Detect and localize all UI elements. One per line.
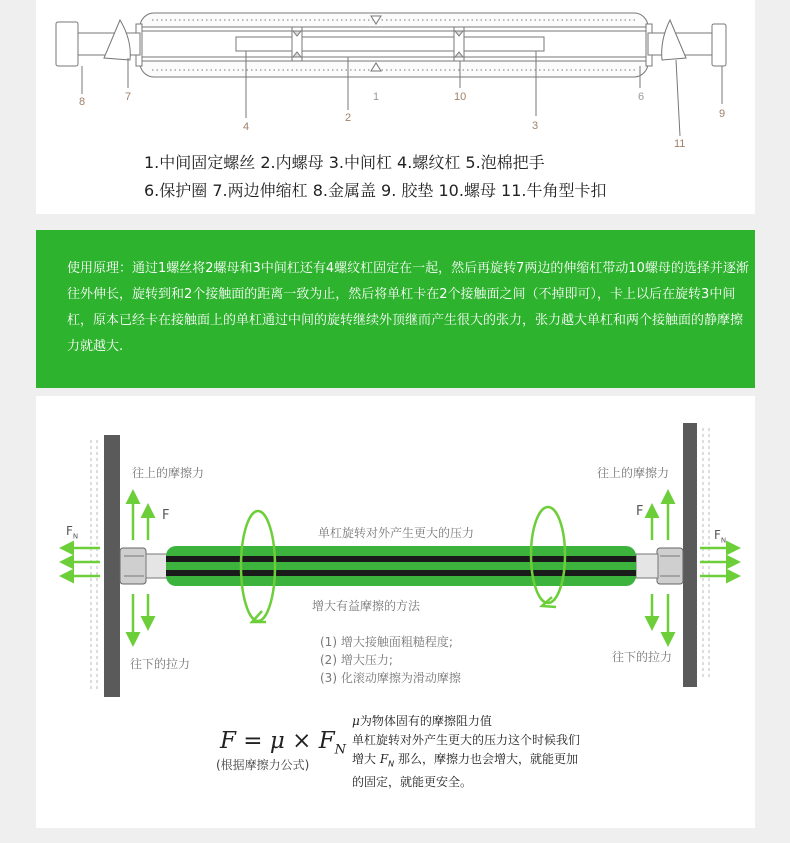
normal-force-label-right: $F_N$ — [714, 528, 727, 545]
part-number: 9 — [719, 108, 726, 120]
bar-end-left — [120, 548, 168, 584]
friction-formula: $F = \mu \times F_N$ — [220, 728, 347, 758]
methods-title: 增大有益摩擦的方法 — [312, 599, 421, 613]
force-f-label-left: F — [162, 508, 170, 523]
part-number: 6 — [638, 91, 645, 103]
part-number: 7 — [125, 91, 132, 103]
method-item: (2) 增大压力; — [320, 653, 393, 667]
friction-up-label-right: 往上的摩擦力 — [597, 466, 670, 480]
method-item: (3) 化滚动摩擦为滑动摩擦 — [320, 671, 461, 685]
part-number: 10 — [454, 91, 467, 103]
pull-down-label-right: 往下的拉力 — [612, 650, 673, 664]
wall-right — [683, 423, 697, 687]
pressure-label: 单杠旋转对外产生更大的压力 — [318, 526, 475, 540]
part-number: 4 — [243, 121, 250, 133]
method-item: (1) 增大接触面粗糙程度; — [320, 635, 453, 649]
part-number: 3 — [532, 120, 539, 132]
parts-legend-line1: 1.中间固定螺丝 2.内螺母 3.中间杠 4.螺纹杠 5.泡棉把手 — [144, 153, 545, 172]
normal-force-label-left: $F_N$ — [66, 524, 79, 541]
formula-description: μ为物体固有的摩擦阻力值 单杠旋转对外产生更大的压力这个时候我们 增大 $F_N$ 那么，摩擦力也会增大，就能更加 的固定，就能更安全。 — [352, 714, 581, 790]
part-number: 1 — [373, 91, 380, 103]
parts-legend-line2: 6.保护圈 7.两边伸缩杠 8.金属盖 9. 胶垫 10.螺母 11.牛角型卡扣 — [144, 181, 607, 200]
friction-up-label-left: 往上的摩擦力 — [132, 466, 205, 480]
force-f-label-right: F — [636, 504, 644, 519]
part-number: 11 — [674, 138, 686, 150]
bar-end-right — [636, 548, 683, 584]
pull-down-label-left: 往下的拉力 — [130, 657, 191, 671]
principle-text: 使用原理：通过1螺丝将2螺母和3中间杠还有4螺纹杠固定在一起，然后再旋转7两边的伸缩杠带动10螺母的选择并逐渐往外伸长，旋转到和2个接触面的距离一致为止，然后将单杠卡在2个接触面之间（不掉即可），卡上以后在旋转3中间杠，原本已经卡在接触面上的单杠通过中间的旋转继续外顶继而产生很大的张力，张力越大单杠和两个接触面的静摩擦力就越大. — [67, 261, 749, 354]
formula-note: (根据摩擦力公式) — [216, 758, 310, 772]
wall-left — [104, 435, 120, 697]
part-number: 2 — [345, 112, 352, 124]
part-number: 8 — [79, 96, 86, 108]
